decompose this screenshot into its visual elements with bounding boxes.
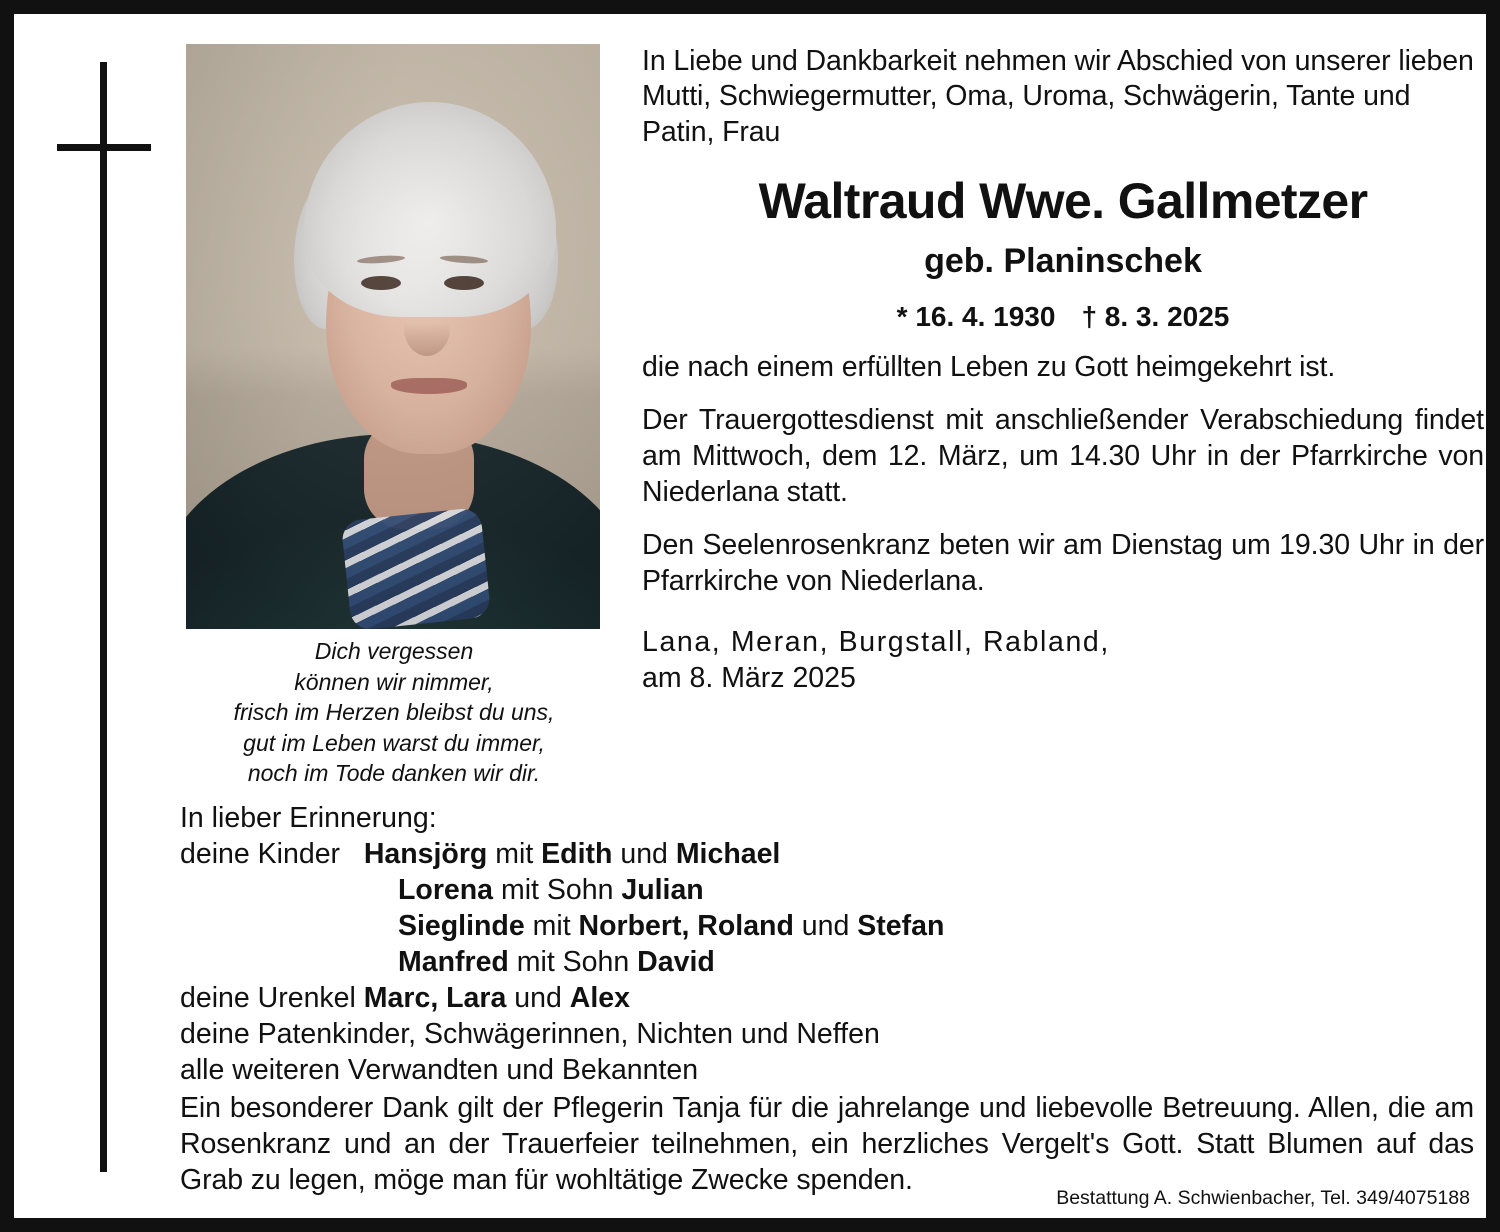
verse-line-5: noch im Tode danken wir dir. [247,760,541,787]
child-2-name: Lorena [398,874,494,907]
child-1-son: Michael [675,838,781,871]
verse-line-3: frisch im Herzen bleibst du uns, [233,699,555,726]
children-row-3 [180,908,1474,944]
children-row-2 [180,872,1474,908]
birth-date: * 16. 4. 1930 [896,300,1056,332]
places-line [642,625,1484,697]
portrait-shading [186,44,600,629]
child-4-son: David [637,946,715,979]
death-date: † 8. 3. 2025 [1081,300,1230,332]
child-1-mid2: und [612,838,676,871]
verse-line-2: können wir nimmer, [294,668,494,695]
child-1-partner: Edith [541,838,613,871]
funeral-home-footer: Bestattung A. Schwienbacher, Tel. 349/4075188 [1056,1187,1470,1209]
portrait-photo-image [186,44,600,629]
great-grandchildren-prefix: deine Urenkel [180,982,364,1015]
paragraph-2: Der Trauergottesdienst mit anschließender Verabschiedung findet am Mittwoch, dem 12. März, um 14.30 Uhr in der Pfarrkirche von Niederlana statt. [642,403,1484,508]
memorial-verse [174,636,614,789]
memorial-main-text [642,44,1484,697]
child-4-name: Manfred [398,946,509,979]
verse-line-4: gut im Leben warst du immer, [243,729,545,756]
intro-text: In Liebe und Dankbarkeit nehmen wir Abschied von unserer lieben Mutti, Schwiegermutter, Oma, Uroma, Schwägerin, Tante und Patin, Frau [642,45,1474,148]
child-3-partner-2: Stefan [857,910,945,943]
child-2-son: Julian [621,874,704,907]
paragraph-1: die nach einem erfüllten Leben zu Gott heimgekehrt ist. [642,350,1336,383]
paragraph-3: Den Seelenrosenkranz beten wir am Dienstag um 19.30 Uhr in der Pfarrkirche von Niederlana. [642,528,1484,597]
places-cities: Lana, Meran, Burgstall, Rabland, [642,626,1110,659]
portrait-photo [186,44,600,629]
great-grandchildren-line [180,980,1474,1016]
cross-horizontal-bar [57,144,151,151]
cross-vertical-bar [100,62,107,1172]
remembrance-heading: In lieber Erinnerung: [180,802,437,834]
child-3-mid: mit [524,910,579,943]
child-1-name: Hansjörg [363,838,488,871]
relatives-line-1: deine Patenkinder, Schwägerinnen, Nichten und Neffen [180,1018,880,1051]
child-4-mid: mit Sohn [508,946,638,979]
thanks-text: Ein besonderer Dank gilt der Pflegerin Tanja für die jahrelange und liebevolle Betreuung. Allen, die am Rosenkranz und an der Trauerfeier teilnehmen, ein herzliches Vergelt's Gott. Statt Blumen auf das Grab zu legen, möge man für wohltätige Zwecke spenden. [180,1092,1474,1197]
great-grandchildren-mid: und [506,982,570,1015]
family-block [180,800,1474,1199]
children-row-4 [180,944,1474,980]
relatives-line-2: alle weiteren Verwandten und Bekannten [180,1054,699,1087]
great-grandchild-last: Alex [569,982,630,1015]
children-row-1 [180,836,1474,872]
maiden-name: geb. Planinschek [924,241,1202,280]
children-list [180,836,1474,980]
child-3-mid2: und [793,910,858,943]
places-date: am 8. März 2025 [642,662,856,695]
card-inner [14,14,1486,1218]
life-dates [642,301,1484,333]
deceased-name: Waltraud Wwe. Gallmetzer [758,172,1368,229]
great-grandchildren-names: Marc, Lara [363,982,507,1015]
child-2-mid: mit Sohn [493,874,622,907]
child-3-partners: Norbert, Roland [578,910,794,943]
child-3-name: Sieglinde [398,910,525,943]
verse-line-1: Dich vergessen [314,638,474,664]
cross-icon [52,44,172,1184]
children-label: deine Kinder [180,838,341,871]
child-1-mid: mit [487,838,542,871]
